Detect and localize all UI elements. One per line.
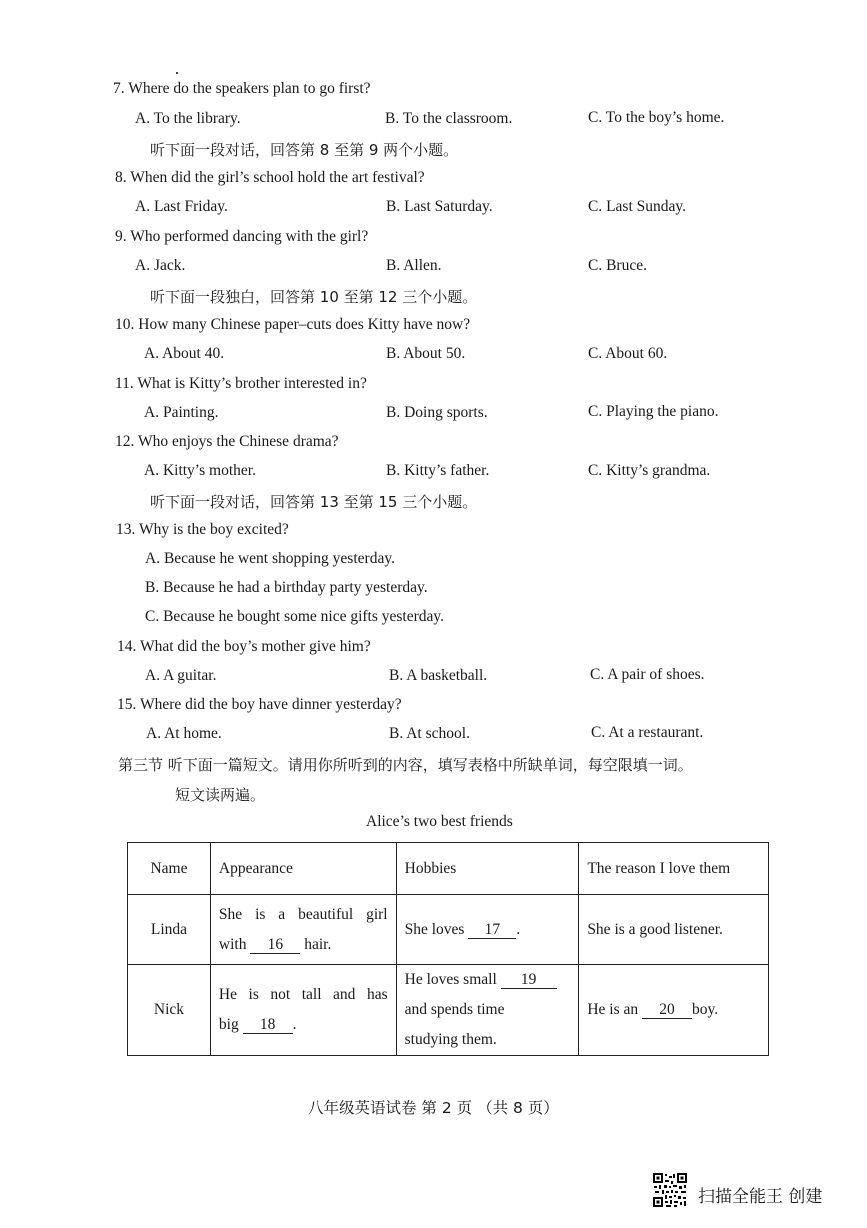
linda-hobby-period: . <box>516 920 521 938</box>
table-title: Alice’s two best friends <box>366 813 513 830</box>
question-9: 9. Who performed dancing with the girl? <box>115 228 369 245</box>
q9-option-b: B. Allen. <box>386 257 442 274</box>
q11-option-a: A. Painting. <box>144 404 219 421</box>
stray-dot <box>176 72 178 74</box>
instruction-q13-15: 听下面一段对话，回答第 13 至第 15 三个小题。 <box>150 493 478 511</box>
instruction-q10-12: 听下面一段独白，回答第 10 至第 12 三个小题。 <box>150 288 478 306</box>
q13-option-a: A. Because he went shopping yesterday. <box>145 550 395 567</box>
question-14: 14. What did the boy’s mother give him? <box>117 638 371 655</box>
q12-option-a: A. Kitty’s mother. <box>144 462 256 479</box>
q7-option-c: C. To the boy’s home. <box>588 109 725 126</box>
header-reason: The reason I love them <box>579 843 769 895</box>
cell-nick-hobby <box>396 965 579 1056</box>
q10-option-b: B. About 50. <box>386 345 466 362</box>
nick-appearance-period: . <box>292 1016 297 1033</box>
nick-appearance-big: big <box>218 1016 239 1033</box>
linda-appearance-line2 <box>219 930 388 960</box>
question-10: 10. How many Chinese paper–cuts does Kitty have now? <box>115 316 471 333</box>
cell-linda-name: Linda <box>128 895 211 965</box>
q10-option-c: C. About 60. <box>588 345 668 362</box>
header-name: Name <box>128 843 211 895</box>
q11-option-c: C. Playing the piano. <box>588 403 719 420</box>
nick-hobby-line2: and spends time <box>404 1001 505 1018</box>
table-row-linda <box>128 895 769 965</box>
linda-appearance-hair: hair. <box>304 935 332 953</box>
friends-table <box>127 842 769 1056</box>
q15-option-a: A. At home. <box>146 725 222 742</box>
q7-option-b: B. To the classroom. <box>385 110 513 127</box>
nick-appearance-line1: He is not tall and has <box>218 986 388 1003</box>
q14-option-a: A. A guitar. <box>145 667 217 684</box>
table-row-nick <box>128 965 769 1056</box>
cell-nick-name: Nick <box>128 965 211 1056</box>
question-15: 15. Where did the boy have dinner yesterday? <box>117 696 402 713</box>
q14-option-c: C. A pair of shoes. <box>590 666 705 683</box>
nick-hobby-line3: studying them. <box>404 1031 497 1048</box>
cell-nick-reason <box>579 965 769 1056</box>
nick-appearance-line2 <box>219 1010 388 1040</box>
question-8: 8. When did the girl’s school hold the art festival? <box>115 169 425 186</box>
qr-code-icon <box>652 1172 688 1208</box>
linda-appearance-with: with <box>218 935 247 953</box>
blank-16: 16 <box>250 936 300 954</box>
page-footer: 八年级英语试卷 第 2 页 （共 8 页） <box>308 1099 559 1117</box>
q12-option-c: C. Kitty’s grandma. <box>588 462 711 479</box>
table-header-row <box>128 843 769 895</box>
q8-option-a: A. Last Friday. <box>135 198 228 215</box>
header-appearance: Appearance <box>210 843 396 895</box>
watermark-text: 扫描全能王 创建 <box>698 1187 823 1207</box>
q10-option-a: A. About 40. <box>144 345 225 362</box>
instruction-q8-9: 听下面一段对话，回答第 8 至第 9 两个小题。 <box>150 141 459 159</box>
q15-option-b: B. At school. <box>389 725 470 742</box>
q13-option-c: C. Because he bought some nice gifts yesterday. <box>145 608 445 625</box>
cell-linda-hobby <box>396 895 579 965</box>
blank-19: 19 <box>501 971 557 989</box>
q14-option-b: B. A basketball. <box>389 667 488 684</box>
q7-option-a: A. To the library. <box>135 110 241 127</box>
linda-hobby-text: She loves <box>404 920 465 938</box>
linda-appearance-line1: She is a beautiful girl <box>218 905 388 923</box>
q11-option-b: B. Doing sports. <box>386 404 488 421</box>
cell-linda-appearance <box>210 895 396 965</box>
q9-option-c: C. Bruce. <box>588 257 647 274</box>
header-hobbies: Hobbies <box>396 843 579 895</box>
question-12: 12. Who enjoys the Chinese drama? <box>115 433 339 450</box>
question-7: 7. Where do the speakers plan to go first? <box>113 80 371 97</box>
question-13: 13. Why is the boy excited? <box>116 521 289 538</box>
blank-17: 17 <box>468 921 516 939</box>
section3-instruction: 第三节 听下面一篇短文。请用你所听到的内容，填写表格中所缺单词，每空限填一词。 <box>118 756 693 774</box>
blank-20: 20 <box>642 1001 692 1019</box>
cell-linda-reason: She is a good listener. <box>579 895 769 965</box>
blank-18: 18 <box>243 1016 293 1034</box>
nick-reason-boy: boy. <box>691 1001 719 1018</box>
cell-nick-appearance <box>210 965 396 1056</box>
nick-hobby-text: He loves small <box>404 971 497 988</box>
q12-option-b: B. Kitty’s father. <box>386 462 490 479</box>
nick-reason-text: He is an <box>587 1001 639 1018</box>
q9-option-a: A. Jack. <box>135 257 186 274</box>
q15-option-c: C. At a restaurant. <box>591 724 704 741</box>
nick-hobby-line1 <box>405 965 571 995</box>
section3-instruction-line2: 短文读两遍。 <box>175 786 266 804</box>
q8-option-c: C. Last Sunday. <box>588 198 687 215</box>
q8-option-b: B. Last Saturday. <box>386 198 493 215</box>
question-11: 11. What is Kitty’s brother interested in? <box>115 375 367 392</box>
q13-option-b: B. Because he had a birthday party yesterday. <box>145 579 428 596</box>
